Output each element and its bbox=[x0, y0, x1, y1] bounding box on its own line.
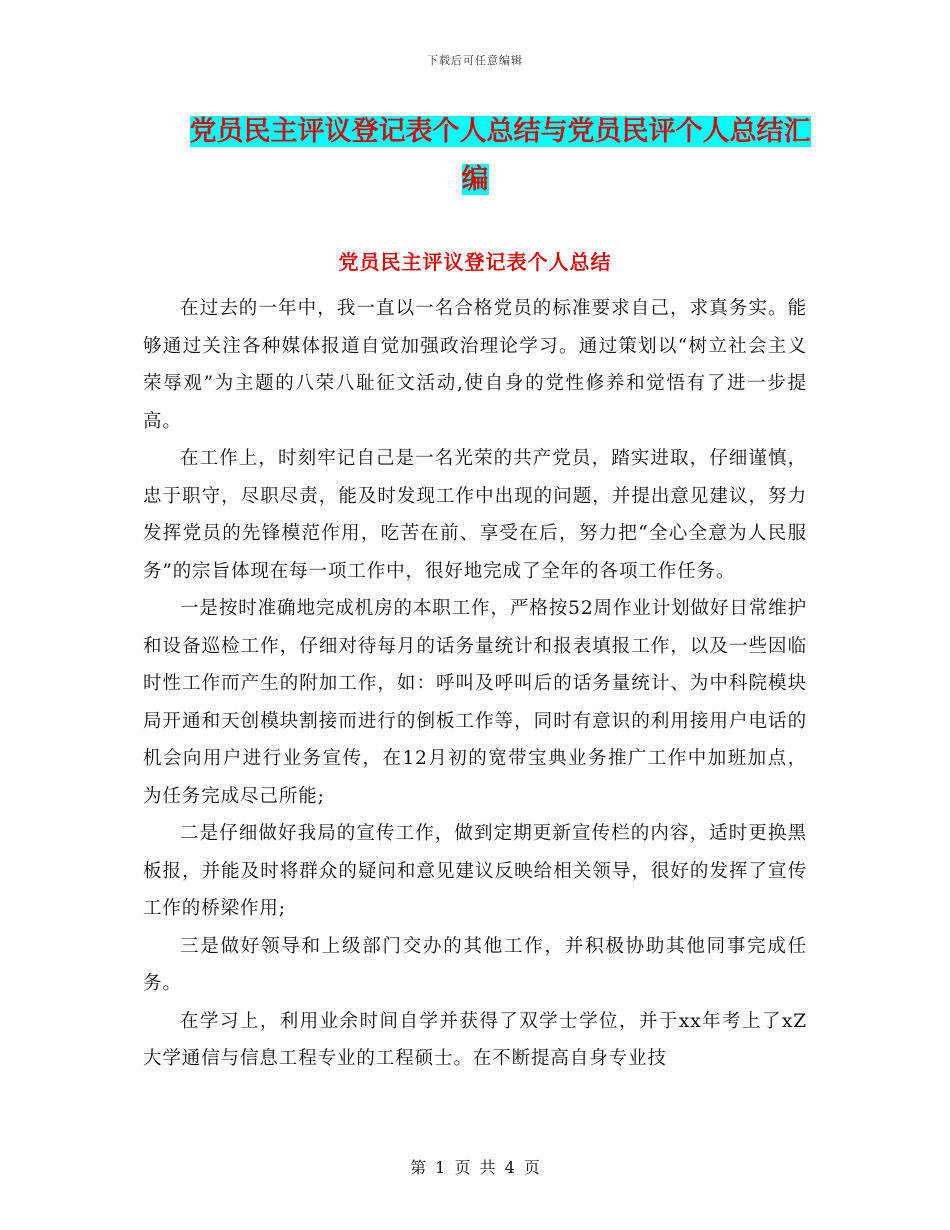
paragraph: 在工作上，时刻牢记自己是一名光荣的共产党员，踏实进取，仔细谨慎，忠于职守，尽职尽责，能及时发现工作中出现的问题，并提出意见建议，努力发挥党员的先锋模范作用，吃苦在前、享受在后，努力把“全心全意为人民服务”的宗旨体现在每一项工作中，很好地完成了全年的各项工作任务。 bbox=[143, 448, 807, 582]
paragraph: 在学习上，利用业余时间自学并获得了双学士学位，并于xx年考上了xZ大学通信与信息工程专业的工程硕士。在不断提高自身专业技 bbox=[143, 1010, 807, 1069]
section-title: 党员民主评议登记表个人总结 bbox=[338, 250, 612, 274]
paragraph: 在过去的一年中，我一直以一名合格党员的标准要求自己，求真务实。能够通过关注各种媒体报道自觉加强政治理论学习。通过策划以“树立社会主义荣辱观”为主题的八荣八耻征文活动,使自身的党性修养和觉悟有了进一步提高。 bbox=[143, 298, 807, 432]
section-body bbox=[143, 290, 807, 1078]
paragraph: 一是按时准确地完成机房的本职工作，严格按52周作业计划做好日常维护和设备巡检工作，仔细对待每月的话务量统计和报表填报工作，以及一些因临时性工作而产生的附加工作，如：呼叫及呼叫后的话务量统计、为中科院模块局开通和天创模块割接而进行的倒板工作等，同时有意识的利用接用户电话的机会向用户进行业务宣传，在12月初的宽带宝典业务推广工作中加班加点，为任务完成尽己所能; bbox=[143, 598, 807, 807]
paragraph: 二是仔细做好我局的宣传工作，做到定期更新宣传栏的内容，适时更换黑板报，并能及时将群众的疑问和意见建议反映给相关领导，很好的发挥了宣传工作的桥梁作用; bbox=[143, 823, 807, 919]
paragraph: 三是做好领导和上级部门交办的其他工作，并积极协助其他同事完成任务。 bbox=[143, 935, 807, 994]
page-number-footer: 第 1 页 共 4 页 bbox=[410, 1158, 540, 1177]
document-title-line-2: 编 bbox=[461, 164, 489, 195]
document-title-line-1: 党员民主评议登记表个人总结与党员民评个人总结汇 bbox=[189, 116, 811, 147]
document-title bbox=[0, 108, 950, 204]
page-header-note: 下载后可任意编辑 bbox=[427, 54, 523, 67]
